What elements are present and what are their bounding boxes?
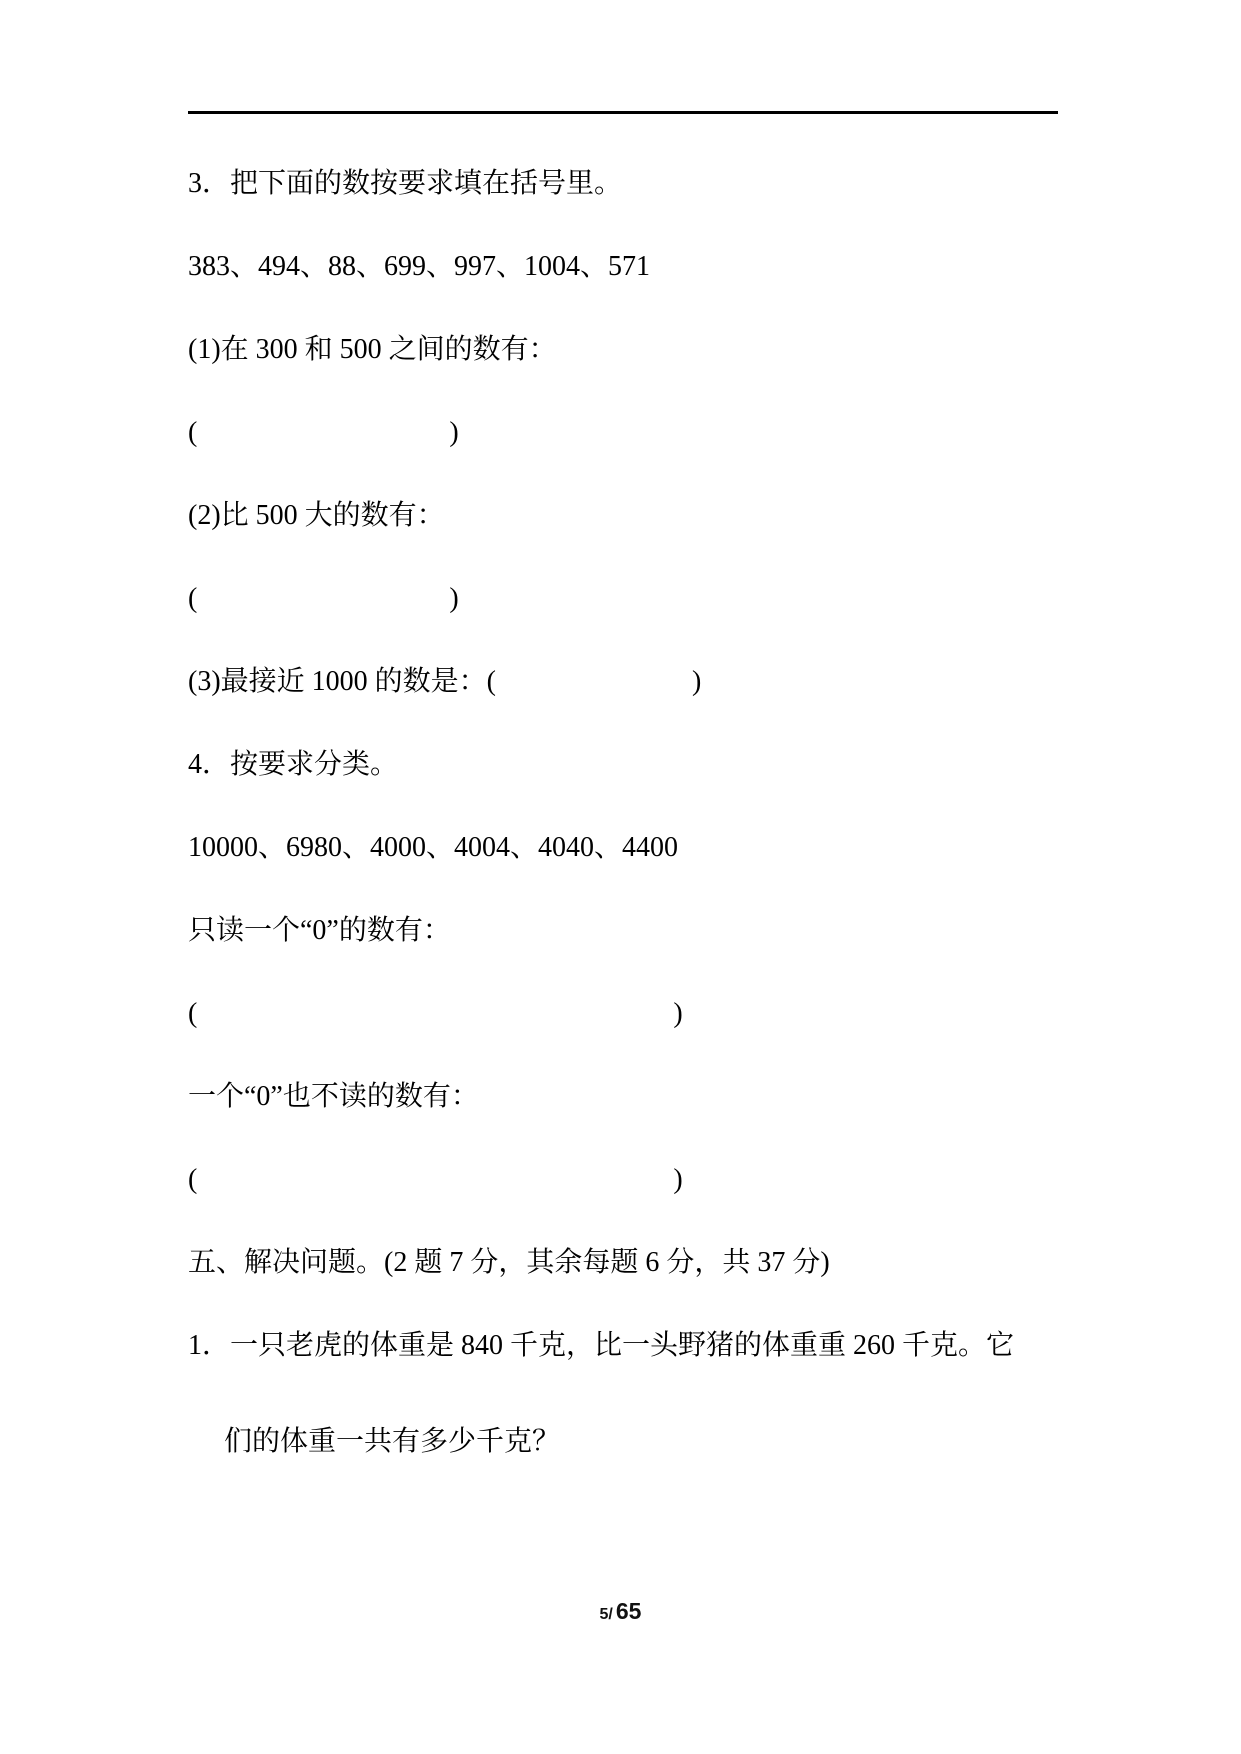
question3-part2-blank: ( ): [188, 582, 459, 614]
question3-title: 3．把下面的数按要求填在括号里。: [188, 167, 623, 199]
header-rule: [188, 111, 1058, 114]
page-count: 65: [615, 1598, 642, 1624]
section5-heading: 五、解决问题。(2 题 7 分，其余每题 6 分，共 37 分): [188, 1246, 830, 1278]
question3-part1-label: (1)在 300 和 500 之间的数有：: [188, 333, 557, 365]
question3-part1-blank: ( ): [188, 416, 459, 448]
question4-no-zero-blank: ( ): [188, 1163, 683, 1195]
question4-one-zero-label: 只读一个“0”的数有：: [188, 914, 451, 946]
document-body: [188, 142, 1088, 1483]
question3-part2-label: (2)比 500 大的数有：: [188, 499, 445, 531]
page-number-label: 5/: [599, 1606, 613, 1623]
section5-question1-line2: 们的体重一共有多少千克？: [224, 1425, 561, 1457]
question3-number-list: 383、494、88、699、997、1004、571: [188, 250, 651, 282]
question4-no-zero-label: 一个“0”也不读的数有：: [188, 1080, 479, 1112]
question4-number-list: 10000、6980、4000、4004、4040、4400: [188, 831, 679, 863]
question4-title: 4．按要求分类。: [188, 748, 399, 780]
question4-one-zero-blank: ( ): [188, 997, 683, 1029]
question3-part3-line: (3)最接近 1000 的数是：( ): [188, 665, 702, 697]
page-footer: [0, 1598, 1241, 1625]
section5-question1-line1: 1．一只老虎的体重是 840 千克，比一头野猪的体重重 260 千克。它: [188, 1329, 1015, 1361]
